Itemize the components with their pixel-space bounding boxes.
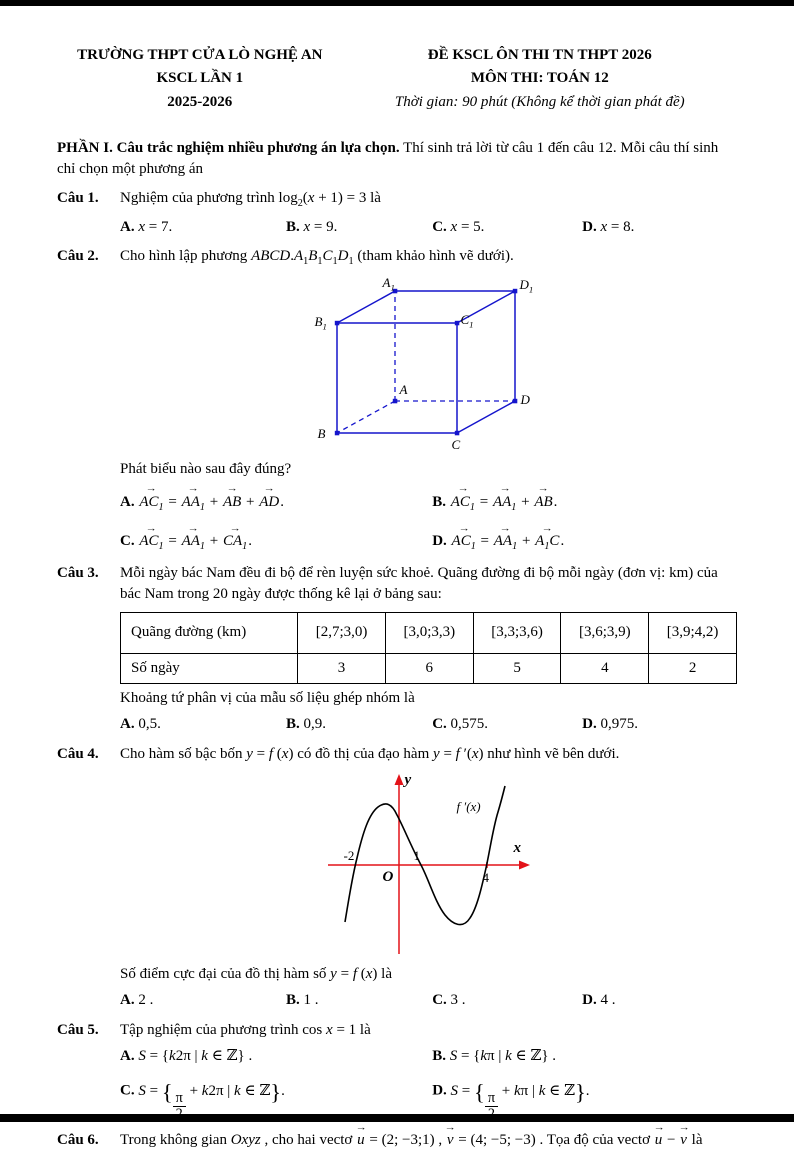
question-1-answer-b xyxy=(286,215,432,238)
question-2-answer-b xyxy=(432,483,737,515)
part1-instructions: Thí sinh trả lời từ câu 1 đến câu 12. Mỗi câu thí sinh chỉ chọn một phương án xyxy=(57,139,719,178)
vertex-label-d1: $D_1$ xyxy=(519,276,534,295)
exam-title: ĐỀ KSCL ÔN THI TN THPT 2026 xyxy=(427,47,652,63)
table-header-distance: Quãng đường (km) xyxy=(121,613,298,653)
school-name: TRƯỜNG THPT CỬA LÒ NGHỆ AN xyxy=(77,47,323,63)
answer-key: C. xyxy=(120,533,135,550)
question-2-body xyxy=(120,246,737,555)
question-3-subquestion: Khoảng tứ phân vị của mẫu số liệu ghép nhóm là xyxy=(120,690,415,707)
part1-heading: PHẦN I. Câu trắc nghiệm nhiều phương án lựa chọn. xyxy=(57,139,400,156)
answer-key: A. xyxy=(120,493,135,510)
answer-text: x = 9. xyxy=(303,218,338,235)
tick-label-1: 1 xyxy=(413,847,420,863)
table-header-days: Số ngày xyxy=(121,653,298,683)
exam-header xyxy=(57,0,737,114)
answer-text: x = 5. xyxy=(450,218,485,235)
answer-text: S = {kπ | k ∈ ℤ} . xyxy=(449,1047,557,1064)
answer-key: B. xyxy=(432,493,446,510)
answer-key: B. xyxy=(432,1047,446,1064)
table-row-distance xyxy=(121,613,737,653)
answer-key: B. xyxy=(285,716,300,733)
page-top-border xyxy=(0,0,794,6)
answer-key: D. xyxy=(582,218,597,235)
answer-text: S = {k2π | k ∈ ℤ} . xyxy=(138,1047,253,1064)
origin-label: O xyxy=(382,868,394,885)
question-1-answers xyxy=(120,215,737,238)
answer-key: A. xyxy=(120,218,135,235)
question-3-answer-d xyxy=(582,712,737,735)
table-cell-days-5: 2 xyxy=(649,653,737,683)
question-2-answer-c xyxy=(120,522,432,554)
answer-key: B. xyxy=(285,218,300,235)
exam-info-block xyxy=(343,44,737,114)
answer-key: D. xyxy=(582,992,597,1009)
answer-text: 1 . xyxy=(303,992,319,1009)
question-2 xyxy=(57,246,737,555)
question-1 xyxy=(57,188,737,238)
answer-key: A. xyxy=(120,716,135,733)
tick-label-minus2: -2 xyxy=(343,847,355,863)
tick-label-4: 4 xyxy=(482,869,489,885)
y-axis-label: y xyxy=(404,771,412,788)
question-1-answer-c xyxy=(432,215,582,238)
question-5-label: Câu 5. xyxy=(57,1021,99,1038)
table-cell-days-3: 5 xyxy=(473,653,561,683)
question-2-subquestion: Phát biểu nào sau đây đúng? xyxy=(120,460,292,477)
answer-key: D. xyxy=(582,716,597,733)
question-1-answer-a xyxy=(120,215,286,238)
table-cell-interval-2: [3,0;3,3) xyxy=(385,613,473,653)
answer-text: $AC_1$ → = $AA_1$ → + $CA_1$ →. xyxy=(138,533,252,549)
answer-text: 2 . xyxy=(138,992,154,1009)
question-3-answer-b xyxy=(286,712,432,735)
answer-text: S = { π + k2π | k ∈ ℤ}. xyxy=(138,1079,285,1107)
cube-hidden-edges xyxy=(337,291,515,433)
vertex-label-d: D xyxy=(520,391,530,407)
question-3 xyxy=(57,563,737,736)
page-bottom-border xyxy=(0,1114,794,1122)
question-3-answer-c xyxy=(432,712,582,735)
answer-text: 4 . xyxy=(600,992,616,1009)
question-2-answer-d xyxy=(432,522,737,554)
answer-text: 0,575. xyxy=(450,716,489,733)
question-2-answers xyxy=(120,483,737,555)
question-3-stem: Mỗi ngày bác Nam đều đi bộ để rèn luyện sức khoẻ. Quãng đường đi bộ mỗi ngày (đơn vị: km) của bác Nam trong 20 ngày được thống kê lại ở bảng sau: xyxy=(120,564,718,603)
question-3-answer-a xyxy=(120,712,286,735)
cube-vertex-dots xyxy=(334,288,517,435)
table-cell-days-4: 4 xyxy=(561,653,649,683)
answer-key: C. xyxy=(432,218,447,235)
table-cell-interval-5: [3,9;4,2) xyxy=(649,613,737,653)
graph-drawing xyxy=(314,770,544,960)
answer-key: C. xyxy=(432,716,447,733)
answer-text: $AC_1$ → = $AA_1$ → + $A_1C$ →. xyxy=(451,533,565,549)
question-3-body xyxy=(120,563,737,736)
question-3-label: Câu 3. xyxy=(57,564,99,581)
question-6-label: Câu 6. xyxy=(57,1132,99,1149)
question-2-answer-a xyxy=(120,483,432,515)
answer-key: A. xyxy=(120,992,135,1009)
answer-key: A. xyxy=(120,1047,135,1064)
question-5-stem: Tập nghiệm của phương trình cos x = 1 là xyxy=(120,1021,371,1038)
question-4-subquestion: Số điểm cực đại của đồ thị hàm số y = f (x) là xyxy=(120,965,392,982)
axes xyxy=(328,782,522,954)
question-2-stem: Cho hình lập phương $ABCD.A_1B_1C_1D_1$ (tham khảo hình vẽ dưới). xyxy=(120,248,514,268)
question-6 xyxy=(57,1130,737,1152)
question-6-stem: Trong không gian Oxyz , cho hai vectơ u → = (2; −3;1) , v → = (4; −5; −3) . Tọa độ của vectơ u → − v → là xyxy=(120,1130,737,1151)
table-row-days xyxy=(121,653,737,683)
cube-solid-edges xyxy=(337,291,515,433)
answer-text: x = 7. xyxy=(138,218,173,235)
derivative-graph-figure xyxy=(314,770,544,960)
question-4-answer-d xyxy=(582,988,737,1011)
stats-table xyxy=(120,612,737,684)
question-4-stem: Cho hàm số bậc bốn y = f (x) có đồ thị của đạo hàm y = f ′(x) như hình vẽ bên dưới. xyxy=(120,745,620,762)
vertex-label-b: B xyxy=(317,425,326,441)
vertex-label-a: A xyxy=(399,381,408,397)
answer-text: 0,975. xyxy=(600,716,638,733)
question-5 xyxy=(57,1020,737,1123)
vertex-label-c: C xyxy=(451,436,461,452)
answer-key: C. xyxy=(120,1082,135,1099)
answer-text: 0,9. xyxy=(303,716,326,733)
table-cell-days-2: 6 xyxy=(385,653,473,683)
table-cell-days-1: 3 xyxy=(298,653,386,683)
question-3-answers xyxy=(120,712,737,735)
cube-figure xyxy=(309,275,549,455)
table-cell-interval-1: [2,7;3,0) xyxy=(298,613,386,653)
answer-key: D. xyxy=(432,533,447,550)
question-1-body xyxy=(120,188,737,238)
answer-text: $AC_1$ → = $AA_1$ → + AB →. xyxy=(450,494,558,510)
curve-label-fprime: f ′(x) xyxy=(456,798,481,814)
exam-duration: Thời gian: 90 phút (Không kể thời gian phát đề) xyxy=(394,93,685,110)
question-4-body xyxy=(120,744,737,1012)
school-year: 2025-2026 xyxy=(167,93,233,110)
table-cell-interval-4: [3,6;3,9) xyxy=(561,613,649,653)
answer-text: S = { π + kπ | k ∈ ℤ}. xyxy=(450,1079,590,1107)
table-cell-interval-3: [3,3;3,6) xyxy=(473,613,561,653)
answer-key: D. xyxy=(432,1082,447,1099)
question-6-body xyxy=(120,1130,737,1152)
answer-key: C. xyxy=(432,992,447,1009)
question-5-answer-a xyxy=(120,1044,432,1067)
question-1-answer-d xyxy=(582,215,737,238)
answer-text: 0,5. xyxy=(138,716,161,733)
answer-key: B. xyxy=(285,992,300,1009)
question-4-answer-b xyxy=(286,988,432,1011)
exam-round: KSCL LẦN 1 xyxy=(156,70,244,87)
answer-text: $AC_1$ → = $AA_1$ → + AB → + AD →. xyxy=(138,494,284,510)
vertex-label-c1: $C_1$ xyxy=(460,311,474,330)
question-1-label: Câu 1. xyxy=(57,190,99,207)
school-block xyxy=(57,44,343,114)
question-4-answer-a xyxy=(120,988,286,1011)
vertex-label-a1: $A_1$ xyxy=(382,274,395,293)
question-5-body xyxy=(120,1020,737,1123)
question-4-answers xyxy=(120,988,737,1011)
question-4 xyxy=(57,744,737,1012)
question-1-stem: Nghiệm của phương trình $\log_2(x + 1) = 3$ là xyxy=(120,190,381,210)
cube-drawing xyxy=(309,275,549,455)
answer-text: x = 8. xyxy=(600,218,635,235)
x-axis-label: x xyxy=(513,839,521,856)
question-2-label: Câu 2. xyxy=(57,248,99,265)
part1-intro xyxy=(57,138,737,181)
answer-text: 3 . xyxy=(450,992,466,1009)
question-5-answers xyxy=(120,1044,737,1123)
exam-subject: MÔN THI: TOÁN 12 xyxy=(470,70,609,87)
question-4-answer-c xyxy=(432,988,582,1011)
question-4-label: Câu 4. xyxy=(57,745,99,762)
vertex-label-b1: $B_1$ xyxy=(314,313,327,332)
question-5-answer-b xyxy=(432,1044,737,1067)
